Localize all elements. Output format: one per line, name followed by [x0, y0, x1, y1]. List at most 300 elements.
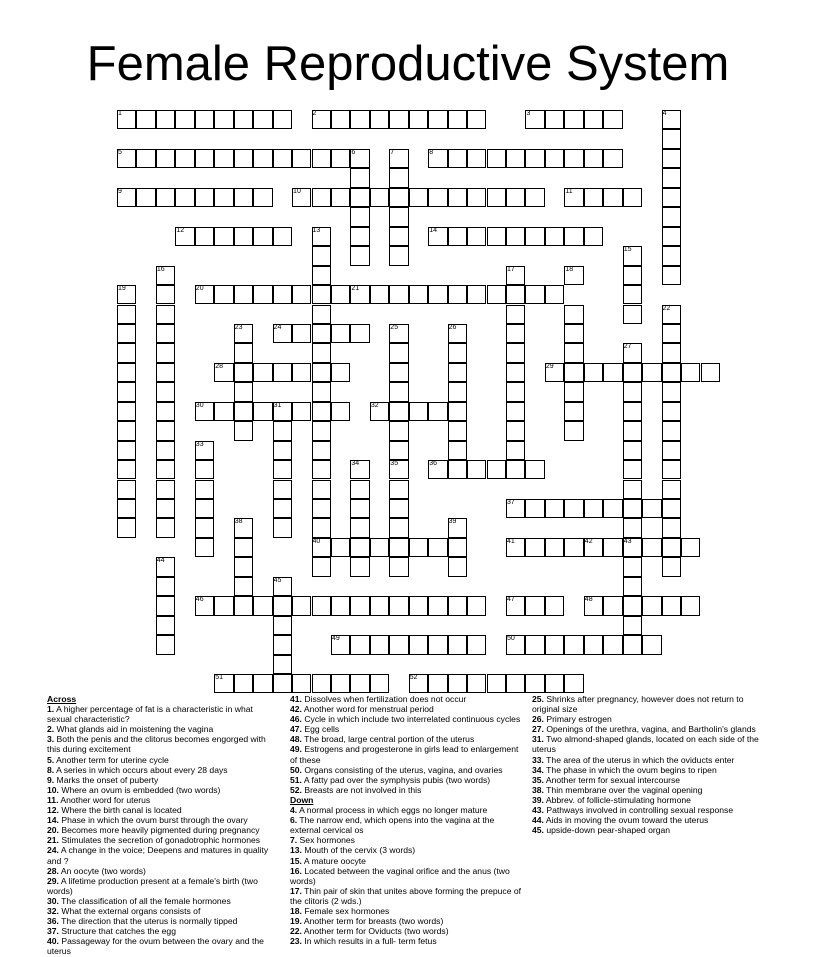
grid-cell[interactable] — [448, 421, 467, 440]
grid-cell[interactable] — [156, 324, 175, 343]
grid-cell[interactable] — [506, 460, 525, 479]
grid-cell[interactable] — [156, 596, 175, 615]
grid-cell[interactable] — [350, 227, 369, 246]
grid-cell[interactable] — [234, 421, 253, 440]
grid-cell[interactable] — [545, 635, 564, 654]
grid-cell[interactable] — [117, 305, 136, 324]
grid-cell[interactable] — [253, 110, 272, 129]
grid-cell[interactable] — [603, 538, 622, 557]
grid-cell[interactable] — [623, 577, 642, 596]
grid-cell[interactable] — [662, 149, 681, 168]
grid-cell[interactable] — [195, 110, 214, 129]
grid-cell[interactable] — [428, 635, 447, 654]
grid-cell[interactable] — [642, 538, 661, 557]
grid-cell[interactable] — [623, 460, 642, 479]
grid-cell[interactable] — [117, 480, 136, 499]
grid-cell[interactable] — [603, 596, 622, 615]
grid-cell[interactable] — [234, 674, 253, 693]
grid-cell[interactable] — [312, 674, 331, 693]
grid-cell[interactable] — [350, 557, 369, 576]
grid-cell[interactable] — [623, 363, 642, 382]
grid-cell[interactable] — [467, 596, 486, 615]
grid-cell[interactable] — [156, 188, 175, 207]
grid-cell[interactable] — [389, 207, 408, 226]
grid-cell[interactable] — [389, 188, 408, 207]
grid-cell[interactable] — [214, 285, 233, 304]
grid-cell[interactable] — [389, 518, 408, 537]
grid-cell[interactable] — [195, 460, 214, 479]
grid-cell[interactable] — [525, 635, 544, 654]
grid-cell[interactable] — [623, 518, 642, 537]
grid-cell[interactable] — [370, 285, 389, 304]
grid-cell[interactable] — [312, 480, 331, 499]
grid-cell[interactable] — [487, 460, 506, 479]
grid-cell[interactable] — [389, 402, 408, 421]
grid-cell[interactable] — [350, 518, 369, 537]
grid-cell[interactable] — [681, 363, 700, 382]
grid-cell[interactable] — [234, 227, 253, 246]
grid-cell[interactable] — [312, 285, 331, 304]
grid-cell[interactable] — [370, 538, 389, 557]
grid-cell[interactable] — [681, 596, 700, 615]
grid-cell[interactable] — [584, 499, 603, 518]
grid-cell[interactable] — [487, 149, 506, 168]
grid-cell[interactable] — [448, 557, 467, 576]
grid-cell[interactable] — [214, 110, 233, 129]
grid-cell[interactable] — [428, 285, 447, 304]
grid-cell[interactable] — [292, 402, 311, 421]
grid-cell[interactable] — [312, 499, 331, 518]
grid-cell[interactable] — [234, 188, 253, 207]
grid-cell[interactable] — [467, 227, 486, 246]
grid-cell[interactable] — [292, 674, 311, 693]
grid-cell[interactable] — [467, 635, 486, 654]
grid-cell[interactable] — [662, 343, 681, 362]
grid-cell[interactable] — [195, 227, 214, 246]
grid-cell[interactable] — [448, 674, 467, 693]
grid-cell[interactable] — [312, 441, 331, 460]
grid-cell[interactable] — [273, 363, 292, 382]
grid-cell[interactable] — [156, 441, 175, 460]
grid-cell[interactable] — [312, 149, 331, 168]
grid-cell[interactable] — [564, 149, 583, 168]
grid-cell[interactable] — [292, 596, 311, 615]
grid-cell[interactable] — [136, 188, 155, 207]
grid-cell[interactable] — [156, 343, 175, 362]
grid-cell[interactable] — [603, 363, 622, 382]
grid-cell[interactable] — [175, 110, 194, 129]
grid-cell[interactable] — [506, 441, 525, 460]
grid-cell[interactable] — [331, 674, 350, 693]
grid-cell[interactable] — [312, 382, 331, 401]
grid-cell[interactable] — [662, 402, 681, 421]
grid-cell[interactable] — [253, 227, 272, 246]
grid-cell[interactable] — [350, 674, 369, 693]
grid-cell[interactable] — [156, 110, 175, 129]
grid-cell[interactable] — [312, 421, 331, 440]
grid-cell[interactable] — [273, 227, 292, 246]
grid-cell[interactable] — [350, 168, 369, 187]
grid-cell[interactable] — [234, 402, 253, 421]
grid-cell[interactable] — [273, 655, 292, 674]
grid-cell[interactable] — [234, 382, 253, 401]
grid-cell[interactable] — [253, 285, 272, 304]
grid-cell[interactable] — [662, 557, 681, 576]
grid-cell[interactable] — [525, 674, 544, 693]
grid-cell[interactable] — [273, 460, 292, 479]
grid-cell[interactable] — [623, 421, 642, 440]
grid-cell[interactable] — [350, 635, 369, 654]
grid-cell[interactable] — [506, 674, 525, 693]
grid-cell[interactable] — [156, 402, 175, 421]
grid-cell[interactable] — [195, 149, 214, 168]
grid-cell[interactable] — [389, 382, 408, 401]
grid-cell[interactable] — [467, 149, 486, 168]
grid-cell[interactable] — [642, 363, 661, 382]
grid-cell[interactable] — [312, 188, 331, 207]
grid-cell[interactable] — [448, 227, 467, 246]
grid-cell[interactable] — [448, 363, 467, 382]
grid-cell[interactable] — [234, 285, 253, 304]
grid-cell[interactable] — [350, 207, 369, 226]
grid-cell[interactable] — [389, 635, 408, 654]
grid-cell[interactable] — [312, 402, 331, 421]
grid-cell[interactable] — [253, 596, 272, 615]
grid-cell[interactable] — [564, 635, 583, 654]
grid-cell[interactable] — [273, 635, 292, 654]
grid-cell[interactable] — [117, 382, 136, 401]
grid-cell[interactable] — [389, 499, 408, 518]
grid-cell[interactable] — [623, 616, 642, 635]
grid-cell[interactable] — [389, 538, 408, 557]
grid-cell[interactable] — [409, 188, 428, 207]
grid-cell[interactable] — [175, 149, 194, 168]
grid-cell[interactable] — [156, 421, 175, 440]
grid-cell[interactable] — [195, 518, 214, 537]
grid-cell[interactable] — [623, 596, 642, 615]
grid-cell[interactable] — [603, 635, 622, 654]
grid-cell[interactable] — [428, 402, 447, 421]
grid-cell[interactable] — [273, 596, 292, 615]
grid-cell[interactable] — [525, 460, 544, 479]
grid-cell[interactable] — [312, 557, 331, 576]
grid-cell[interactable] — [506, 382, 525, 401]
grid-cell[interactable] — [175, 188, 194, 207]
grid-cell[interactable] — [350, 596, 369, 615]
grid-cell[interactable] — [428, 596, 447, 615]
grid-cell[interactable] — [117, 518, 136, 537]
grid-cell[interactable] — [506, 149, 525, 168]
grid-cell[interactable] — [525, 285, 544, 304]
grid-cell[interactable] — [467, 285, 486, 304]
grid-cell[interactable] — [156, 460, 175, 479]
grid-cell[interactable] — [253, 674, 272, 693]
grid-cell[interactable] — [506, 188, 525, 207]
grid-cell[interactable] — [564, 305, 583, 324]
grid-cell[interactable] — [234, 538, 253, 557]
grid-cell[interactable] — [662, 246, 681, 265]
grid-cell[interactable] — [448, 188, 467, 207]
grid-cell[interactable] — [623, 266, 642, 285]
grid-cell[interactable] — [564, 227, 583, 246]
grid-cell[interactable] — [156, 499, 175, 518]
grid-cell[interactable] — [156, 518, 175, 537]
grid-cell[interactable] — [662, 596, 681, 615]
grid-cell[interactable] — [389, 168, 408, 187]
grid-cell[interactable] — [584, 149, 603, 168]
grid-cell[interactable] — [506, 227, 525, 246]
grid-cell[interactable] — [331, 285, 350, 304]
grid-cell[interactable] — [117, 402, 136, 421]
grid-cell[interactable] — [350, 538, 369, 557]
grid-cell[interactable] — [195, 188, 214, 207]
grid-cell[interactable] — [545, 674, 564, 693]
grid-cell[interactable] — [584, 188, 603, 207]
grid-cell[interactable] — [662, 188, 681, 207]
grid-cell[interactable] — [525, 188, 544, 207]
grid-cell[interactable] — [506, 363, 525, 382]
grid-cell[interactable] — [156, 149, 175, 168]
grid-cell[interactable] — [292, 285, 311, 304]
grid-cell[interactable] — [312, 246, 331, 265]
grid-cell[interactable] — [350, 188, 369, 207]
grid-cell[interactable] — [214, 596, 233, 615]
grid-cell[interactable] — [564, 363, 583, 382]
grid-cell[interactable] — [331, 188, 350, 207]
grid-cell[interactable] — [117, 460, 136, 479]
grid-cell[interactable] — [428, 110, 447, 129]
grid-cell[interactable] — [662, 441, 681, 460]
grid-cell[interactable] — [409, 538, 428, 557]
grid-cell[interactable] — [273, 518, 292, 537]
grid-cell[interactable] — [642, 596, 661, 615]
grid-cell[interactable] — [389, 441, 408, 460]
grid-cell[interactable] — [623, 305, 642, 324]
grid-cell[interactable] — [545, 285, 564, 304]
grid-cell[interactable] — [584, 110, 603, 129]
grid-cell[interactable] — [506, 305, 525, 324]
grid-cell[interactable] — [448, 149, 467, 168]
grid-cell[interactable] — [623, 402, 642, 421]
grid-cell[interactable] — [389, 557, 408, 576]
grid-cell[interactable] — [156, 305, 175, 324]
grid-cell[interactable] — [234, 557, 253, 576]
grid-cell[interactable] — [662, 227, 681, 246]
grid-cell[interactable] — [564, 343, 583, 362]
grid-cell[interactable] — [156, 285, 175, 304]
grid-cell[interactable] — [662, 168, 681, 187]
grid-cell[interactable] — [350, 324, 369, 343]
grid-cell[interactable] — [195, 480, 214, 499]
grid-cell[interactable] — [156, 577, 175, 596]
grid-cell[interactable] — [350, 246, 369, 265]
grid-cell[interactable] — [564, 110, 583, 129]
grid-cell[interactable] — [487, 674, 506, 693]
grid-cell[interactable] — [564, 382, 583, 401]
grid-cell[interactable] — [506, 285, 525, 304]
grid-cell[interactable] — [312, 343, 331, 362]
grid-cell[interactable] — [156, 382, 175, 401]
grid-cell[interactable] — [409, 285, 428, 304]
grid-cell[interactable] — [525, 149, 544, 168]
grid-cell[interactable] — [623, 382, 642, 401]
grid-cell[interactable] — [448, 635, 467, 654]
grid-cell[interactable] — [662, 518, 681, 537]
grid-cell[interactable] — [448, 110, 467, 129]
grid-cell[interactable] — [506, 402, 525, 421]
grid-cell[interactable] — [389, 227, 408, 246]
grid-cell[interactable] — [603, 110, 622, 129]
grid-cell[interactable] — [662, 363, 681, 382]
grid-cell[interactable] — [623, 188, 642, 207]
grid-cell[interactable] — [253, 363, 272, 382]
grid-cell[interactable] — [409, 635, 428, 654]
grid-cell[interactable] — [331, 596, 350, 615]
grid-cell[interactable] — [623, 441, 642, 460]
grid-cell[interactable] — [584, 363, 603, 382]
grid-cell[interactable] — [312, 266, 331, 285]
grid-cell[interactable] — [662, 382, 681, 401]
grid-cell[interactable] — [350, 110, 369, 129]
grid-cell[interactable] — [117, 499, 136, 518]
grid-cell[interactable] — [603, 149, 622, 168]
grid-cell[interactable] — [662, 480, 681, 499]
grid-cell[interactable] — [448, 285, 467, 304]
grid-cell[interactable] — [564, 499, 583, 518]
grid-cell[interactable] — [448, 343, 467, 362]
grid-cell[interactable] — [603, 499, 622, 518]
grid-cell[interactable] — [253, 402, 272, 421]
grid-cell[interactable] — [389, 246, 408, 265]
grid-cell[interactable] — [506, 343, 525, 362]
grid-cell[interactable] — [545, 538, 564, 557]
grid-cell[interactable] — [253, 149, 272, 168]
grid-cell[interactable] — [467, 188, 486, 207]
grid-cell[interactable] — [564, 421, 583, 440]
grid-cell[interactable] — [564, 402, 583, 421]
grid-cell[interactable] — [525, 227, 544, 246]
grid-cell[interactable] — [662, 266, 681, 285]
grid-cell[interactable] — [156, 363, 175, 382]
grid-cell[interactable] — [448, 460, 467, 479]
grid-cell[interactable] — [273, 480, 292, 499]
grid-cell[interactable] — [428, 538, 447, 557]
grid-cell[interactable] — [136, 149, 155, 168]
grid-cell[interactable] — [545, 499, 564, 518]
grid-cell[interactable] — [662, 499, 681, 518]
grid-cell[interactable] — [156, 480, 175, 499]
grid-cell[interactable] — [642, 635, 661, 654]
grid-cell[interactable] — [331, 538, 350, 557]
grid-cell[interactable] — [331, 110, 350, 129]
grid-cell[interactable] — [273, 149, 292, 168]
grid-cell[interactable] — [564, 674, 583, 693]
grid-cell[interactable] — [487, 285, 506, 304]
grid-cell[interactable] — [467, 674, 486, 693]
grid-cell[interactable] — [389, 285, 408, 304]
grid-cell[interactable] — [370, 110, 389, 129]
grid-cell[interactable] — [370, 596, 389, 615]
grid-cell[interactable] — [642, 499, 661, 518]
grid-cell[interactable] — [467, 460, 486, 479]
grid-cell[interactable] — [117, 363, 136, 382]
grid-cell[interactable] — [662, 421, 681, 440]
grid-cell[interactable] — [350, 499, 369, 518]
grid-cell[interactable] — [448, 596, 467, 615]
grid-cell[interactable] — [370, 674, 389, 693]
grid-cell[interactable] — [331, 324, 350, 343]
grid-cell[interactable] — [448, 382, 467, 401]
grid-cell[interactable] — [331, 402, 350, 421]
grid-cell[interactable] — [506, 421, 525, 440]
grid-cell[interactable] — [389, 480, 408, 499]
grid-cell[interactable] — [214, 402, 233, 421]
grid-cell[interactable] — [350, 480, 369, 499]
grid-cell[interactable] — [136, 110, 155, 129]
grid-cell[interactable] — [214, 188, 233, 207]
grid-cell[interactable] — [234, 149, 253, 168]
grid-cell[interactable] — [370, 188, 389, 207]
grid-cell[interactable] — [409, 596, 428, 615]
grid-cell[interactable] — [525, 538, 544, 557]
grid-cell[interactable] — [370, 635, 389, 654]
grid-cell[interactable] — [389, 596, 408, 615]
grid-cell[interactable] — [448, 538, 467, 557]
grid-cell[interactable] — [331, 149, 350, 168]
grid-cell[interactable] — [195, 538, 214, 557]
grid-cell[interactable] — [195, 499, 214, 518]
grid-cell[interactable] — [525, 596, 544, 615]
grid-cell[interactable] — [545, 149, 564, 168]
grid-cell[interactable] — [623, 635, 642, 654]
grid-cell[interactable] — [487, 188, 506, 207]
grid-cell[interactable] — [234, 363, 253, 382]
grid-cell[interactable] — [273, 285, 292, 304]
grid-cell[interactable] — [312, 363, 331, 382]
grid-cell[interactable] — [428, 188, 447, 207]
grid-cell[interactable] — [253, 188, 272, 207]
grid-cell[interactable] — [292, 363, 311, 382]
grid-cell[interactable] — [214, 227, 233, 246]
grid-cell[interactable] — [156, 616, 175, 635]
grid-cell[interactable] — [117, 343, 136, 362]
grid-cell[interactable] — [409, 110, 428, 129]
grid-cell[interactable] — [234, 110, 253, 129]
grid-cell[interactable] — [389, 343, 408, 362]
grid-cell[interactable] — [584, 227, 603, 246]
grid-cell[interactable] — [701, 363, 720, 382]
grid-cell[interactable] — [662, 324, 681, 343]
grid-cell[interactable] — [564, 324, 583, 343]
grid-cell[interactable] — [156, 635, 175, 654]
grid-cell[interactable] — [487, 227, 506, 246]
grid-cell[interactable] — [273, 499, 292, 518]
grid-cell[interactable] — [117, 441, 136, 460]
grid-cell[interactable] — [312, 305, 331, 324]
grid-cell[interactable] — [662, 538, 681, 557]
grid-cell[interactable] — [584, 635, 603, 654]
grid-cell[interactable] — [662, 207, 681, 226]
grid-cell[interactable] — [428, 674, 447, 693]
grid-cell[interactable] — [623, 480, 642, 499]
grid-cell[interactable] — [525, 499, 544, 518]
grid-cell[interactable] — [506, 324, 525, 343]
grid-cell[interactable] — [467, 110, 486, 129]
grid-cell[interactable] — [117, 324, 136, 343]
grid-cell[interactable] — [623, 285, 642, 304]
grid-cell[interactable] — [331, 363, 350, 382]
grid-cell[interactable] — [312, 460, 331, 479]
